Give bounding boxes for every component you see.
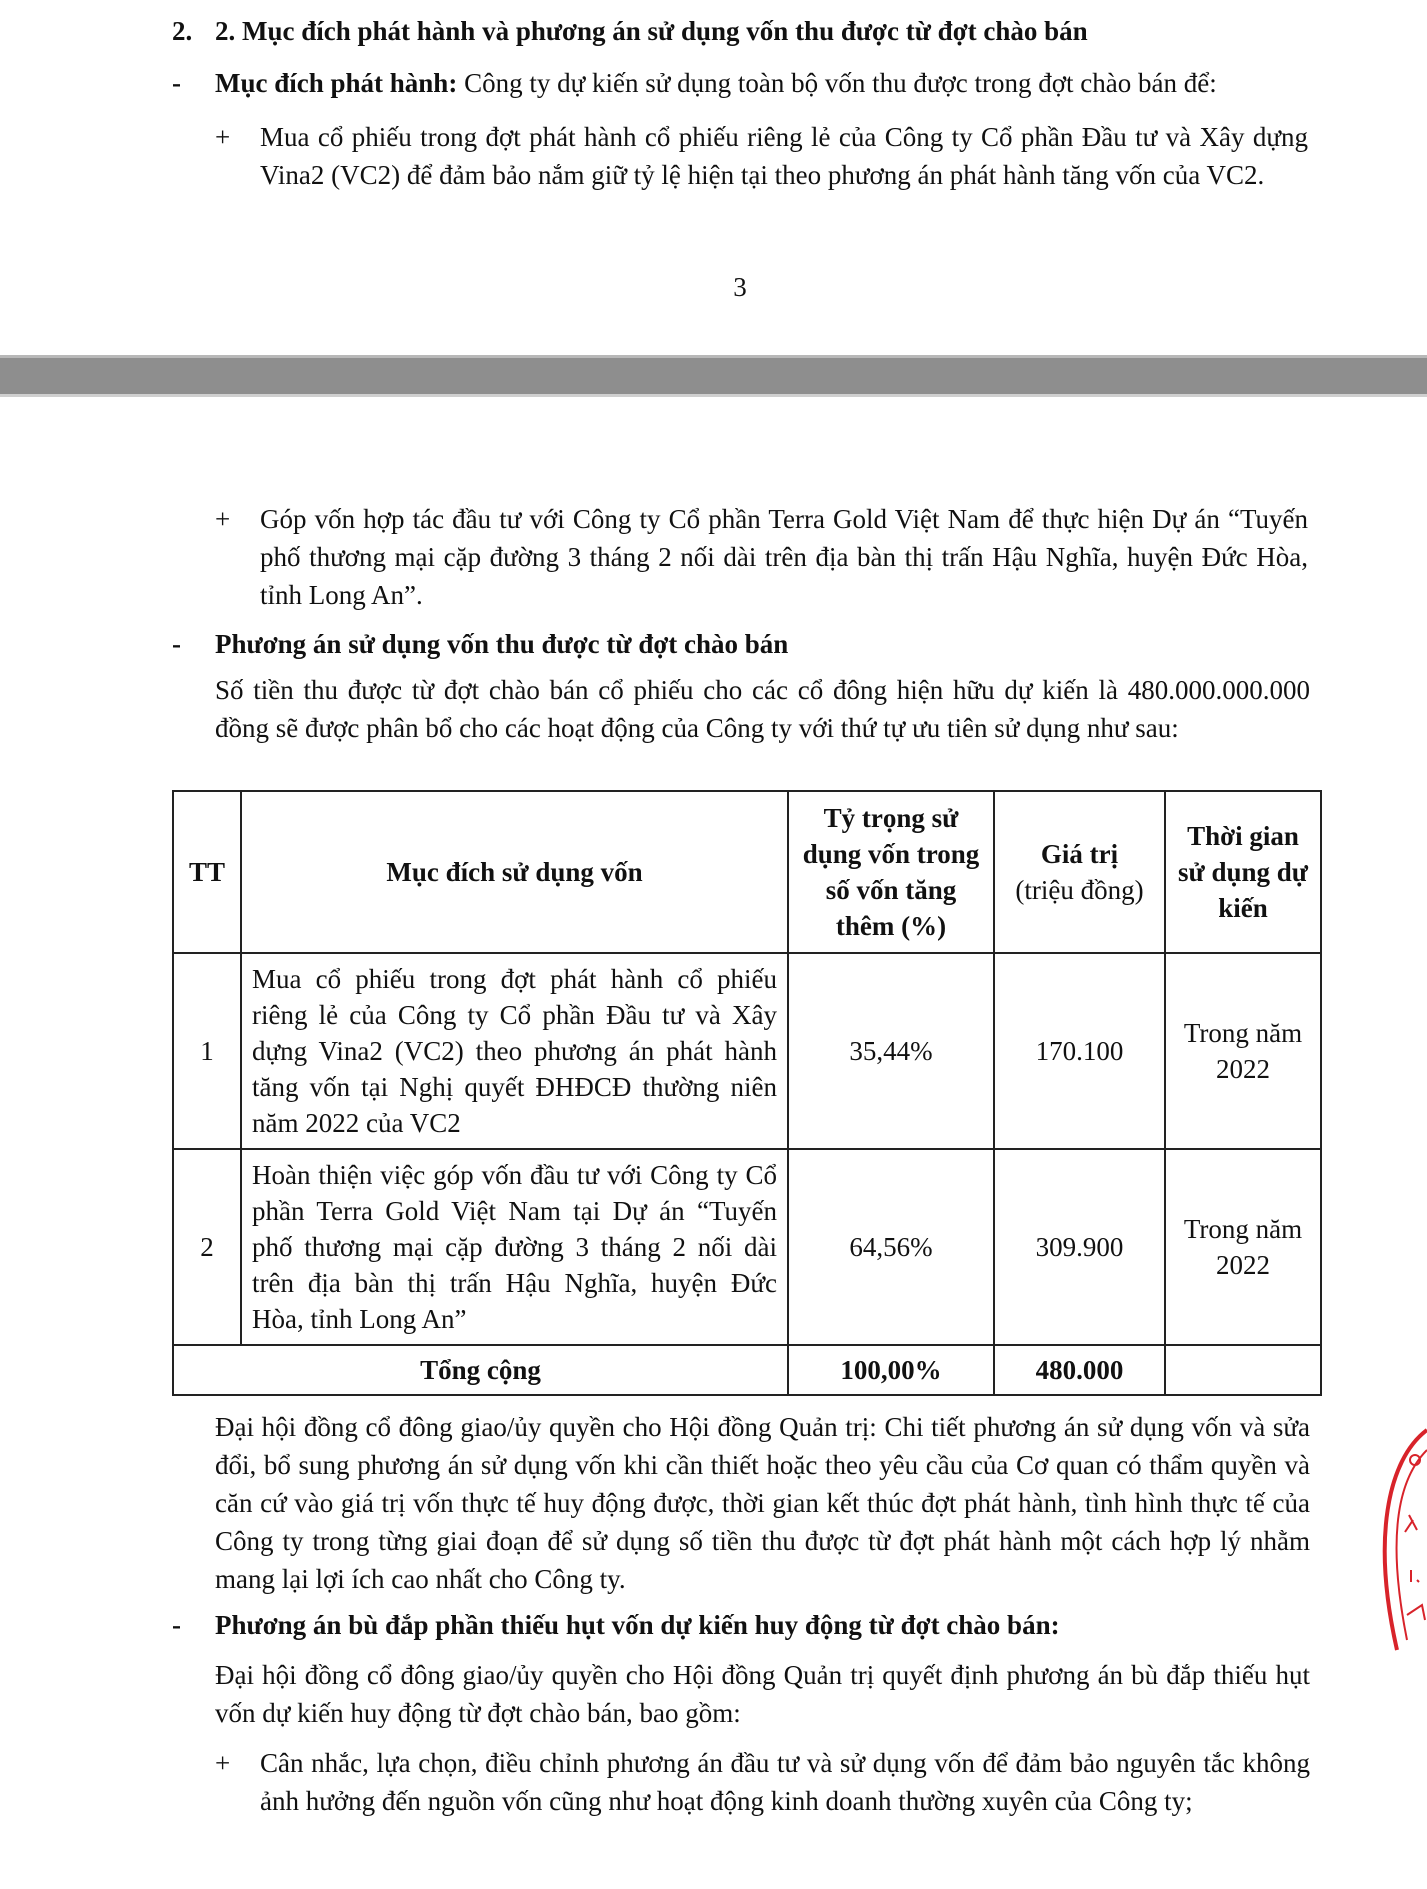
dash-marker: - xyxy=(172,68,181,98)
purpose-paragraph xyxy=(215,64,1315,102)
row-time: Trong năm 2022 xyxy=(1165,1149,1321,1345)
shortfall-heading: Phương án bù đắp phần thiếu hụt vốn dự kiến huy động từ đợt chào bán: xyxy=(215,1610,1060,1640)
total-value: 480.000 xyxy=(994,1345,1165,1395)
purpose-bullet-1: Mua cổ phiếu trong đợt phát hành cổ phiếu riêng lẻ của Công ty Cổ phần Đầu tư và Xây dựng Vina2 (VC2) để đảm bảo nắm giữ tỷ lệ hiện tại theo phương án phát hành tăng vốn của VC2. xyxy=(260,122,1308,190)
row-ratio: 35,44% xyxy=(788,953,994,1149)
shortfall-intro: Đại hội đồng cổ đông giao/ủy quyền cho Hội đồng Quản trị quyết định phương án bù đắp thiếu hụt vốn dự kiến huy động từ đợt chào bán, bao gồm: xyxy=(215,1660,1310,1728)
table-total-row xyxy=(173,1345,1321,1395)
purpose-bullet-2: Góp vốn hợp tác đầu tư với Công ty Cổ phần Terra Gold Việt Nam để thực hiện Dự án “Tuyến phố thương mại cặp đường 3 tháng 2 nối dài trên địa bàn thị trấn Hậu Nghĩa, huyện Đức Hòa, tỉnh Long An”. xyxy=(260,504,1308,610)
header-tt: TT xyxy=(173,791,241,953)
plus-marker: + xyxy=(215,504,231,534)
table-row xyxy=(173,1149,1321,1345)
header-value-unit: (triệu đồng) xyxy=(1015,875,1144,905)
section-title: 2. Mục đích phát hành và phương án sử dụng vốn thu được từ đợt chào bán xyxy=(215,16,1088,46)
capital-usage-table xyxy=(172,790,1322,1396)
authorization-paragraph: Đại hội đồng cổ đông giao/ủy quyền cho Hội đồng Quản trị: Chi tiết phương án sử dụng vốn và sửa đổi, bổ sung phương án sử dụng vốn khi cần thiết hoặc theo yêu cầu của Cơ quan có thẩm quyền và căn cứ vào giá trị vốn thực tế huy động được, thời gian kết thúc đợt phát hành, tình hình thực tế của Công ty trong từng giai đoạn để sử dụng số tiền thu được từ đợt phát hành một cách hợp lý nhằm mang lại lợi ích cao nhất cho Công ty. xyxy=(215,1412,1310,1594)
page-separator xyxy=(0,355,1427,397)
company-seal-stamp xyxy=(1367,1420,1427,1660)
dash-marker: - xyxy=(172,1610,181,1640)
table-row xyxy=(173,953,1321,1149)
total-label: Tổng cộng xyxy=(173,1345,788,1395)
row-purpose: Hoàn thiện việc góp vốn đầu tư với Công ty Cổ phần Terra Gold Việt Nam tại Dự án “Tuyến phố thương mại cặp đường 3 tháng 2 nối dài trên địa bàn thị trấn Hậu Nghĩa, huyện Đức Hòa, tỉnh Long An” xyxy=(241,1149,788,1345)
header-value xyxy=(994,791,1165,953)
row-value: 309.900 xyxy=(994,1149,1165,1345)
total-ratio: 100,00% xyxy=(788,1345,994,1395)
header-purpose: Mục đích sử dụng vốn xyxy=(241,791,788,953)
usage-plan-heading: Phương án sử dụng vốn thu được từ đợt chào bán xyxy=(215,629,789,659)
page-number: 3 xyxy=(733,272,747,302)
total-time xyxy=(1165,1345,1321,1395)
plus-marker: + xyxy=(215,1748,231,1778)
row-tt: 1 xyxy=(173,953,241,1149)
dash-marker: - xyxy=(172,629,181,659)
row-time: Trong năm 2022 xyxy=(1165,953,1321,1149)
header-value-label: Giá trị xyxy=(1040,839,1119,869)
plus-marker: + xyxy=(215,122,231,152)
section-number: 2. xyxy=(172,16,193,46)
purpose-text: Công ty dự kiến sử dụng toàn bộ vốn thu được trong đợt chào bán để: xyxy=(457,68,1217,98)
purpose-label: Mục đích phát hành: xyxy=(215,68,458,98)
usage-plan-intro: Số tiền thu được từ đợt chào bán cổ phiếu cho các cổ đông hiện hữu dự kiến là 480.000.000.000 đồng sẽ được phân bổ cho các hoạt động của Công ty với thứ tự ưu tiên sử dụng như sau: xyxy=(215,675,1310,743)
header-ratio: Tỷ trọng sử dụng vốn trong số vốn tăng thêm (%) xyxy=(788,791,994,953)
row-value: 170.100 xyxy=(994,953,1165,1149)
row-tt: 2 xyxy=(173,1149,241,1345)
table-header-row xyxy=(173,791,1321,953)
row-purpose: Mua cổ phiếu trong đợt phát hành cổ phiếu riêng lẻ của Công ty Cổ phần Đầu tư và Xây dựng Vina2 (VC2) theo phương án phát hành tăng vốn tại Nghị quyết ĐHĐCĐ thường niên năm 2022 của VC2 xyxy=(241,953,788,1149)
row-ratio: 64,56% xyxy=(788,1149,994,1345)
header-time: Thời gian sử dụng dự kiến xyxy=(1165,791,1321,953)
shortfall-bullet-1: Cân nhắc, lựa chọn, điều chỉnh phương án đầu tư và sử dụng vốn để đảm bảo nguyên tắc không ảnh hưởng đến nguồn vốn cũng như hoạt động kinh doanh thường xuyên của Công ty; xyxy=(260,1748,1310,1816)
